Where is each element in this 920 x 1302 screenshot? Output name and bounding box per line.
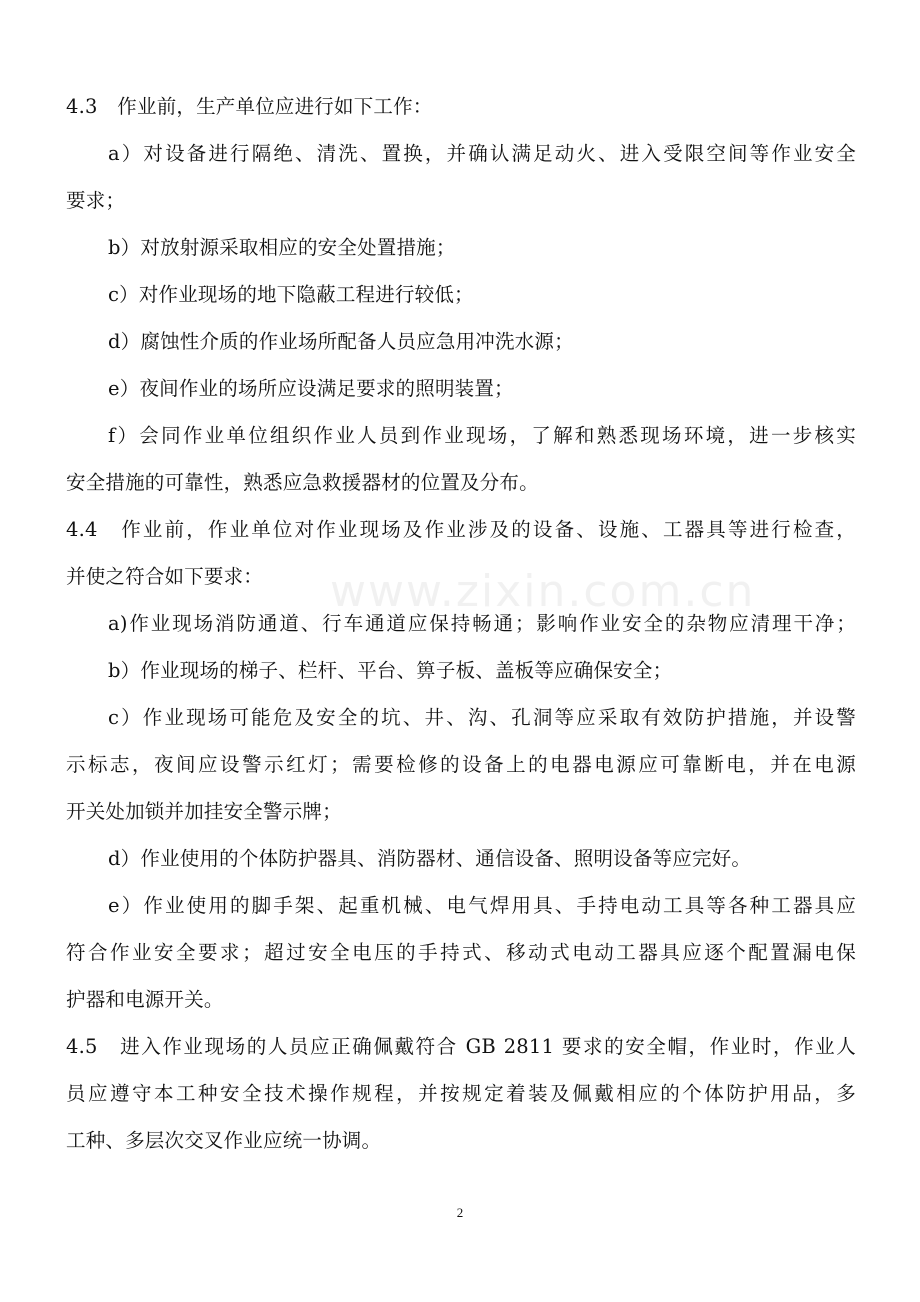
clause-4-4-item-e: e）作业使用的脚手架、起重机械、电气焊用具、手持电动工具等各种工器具应 <box>108 894 856 917</box>
document-body <box>66 83 856 1164</box>
clause-4-3-item-d: d）腐蚀性介质的作业场所配备人员应急用冲洗水源； <box>108 330 574 353</box>
clause-4-3-item-b: b）对放射源采取相应的安全处置措施； <box>108 236 456 259</box>
clause-4-5-heading: 4.5 进入作业现场的人员应正确佩戴符合 GB 2811 要求的安全帽，作业时，作业人 <box>66 1035 856 1058</box>
clause-4-4-heading-cont: 并使之符合如下要求： <box>66 565 264 588</box>
clause-4-3-item-c: c）对作业现场的地下隐蔽工程进行较低； <box>108 283 474 306</box>
clause-4-3-item-f-cont: 安全措施的可靠性，熟悉应急救援器材的位置及分布。 <box>66 471 539 494</box>
clause-4-4-item-c: c）作业现场可能危及安全的坑、井、沟、孔洞等应采取有效防护措施，并设警 <box>108 706 856 729</box>
clause-4-4-item-c-cont-2: 开关处加锁并加挂安全警示牌； <box>66 800 342 823</box>
clause-4-5-cont-2: 工种、多层次交叉作业应统一协调。 <box>66 1129 382 1152</box>
clause-4-4-item-e-cont-1: 符合作业安全要求；超过安全电压的手持式、移动式电动工器具应逐个配置漏电保 <box>66 941 856 964</box>
clause-4-4-heading: 4.4 作业前，作业单位对作业现场及作业涉及的设备、设施、工器具等进行检查， <box>66 518 856 541</box>
watermark: www.zixin.com.cn <box>330 566 756 617</box>
clause-4-4-item-e-cont-2: 护器和电源开关。 <box>66 988 224 1011</box>
clause-4-3-item-f: f）会同作业单位组织作业人员到作业现场，了解和熟悉现场环境，进一步核实 <box>108 424 856 447</box>
clause-4-3-heading: 4.3 作业前，生产单位应进行如下工作： <box>66 95 433 118</box>
clause-4-4-item-c-cont-1: 示标志，夜间应设警示红灯；需要检修的设备上的电器电源应可靠断电，并在电源 <box>66 753 856 776</box>
clause-4-3-item-e: e）夜间作业的场所应设满足要求的照明装置； <box>108 377 514 400</box>
clause-4-4-item-d: d）作业使用的个体防护器具、消防器材、通信设备、照明设备等应完好。 <box>108 847 752 870</box>
clause-4-3-item-a-cont: 要求； <box>66 189 126 212</box>
clause-4-5-cont-1: 员应遵守本工种安全技术操作规程，并按规定着装及佩戴相应的个体防护用品，多 <box>66 1082 856 1105</box>
clause-4-3-item-a: a）对设备进行隔绝、清洗、置换，并确认满足动火、进入受限空间等作业安全 <box>108 142 856 165</box>
page-number: 2 <box>456 1205 464 1220</box>
clause-4-4-item-b: b）作业现场的梯子、栏杆、平台、箅子板、盖板等应确保安全； <box>108 659 673 682</box>
clause-4-4-item-a: a)作业现场消防通道、行车通道应保持畅通；影响作业安全的杂物应清理干净； <box>108 612 856 635</box>
